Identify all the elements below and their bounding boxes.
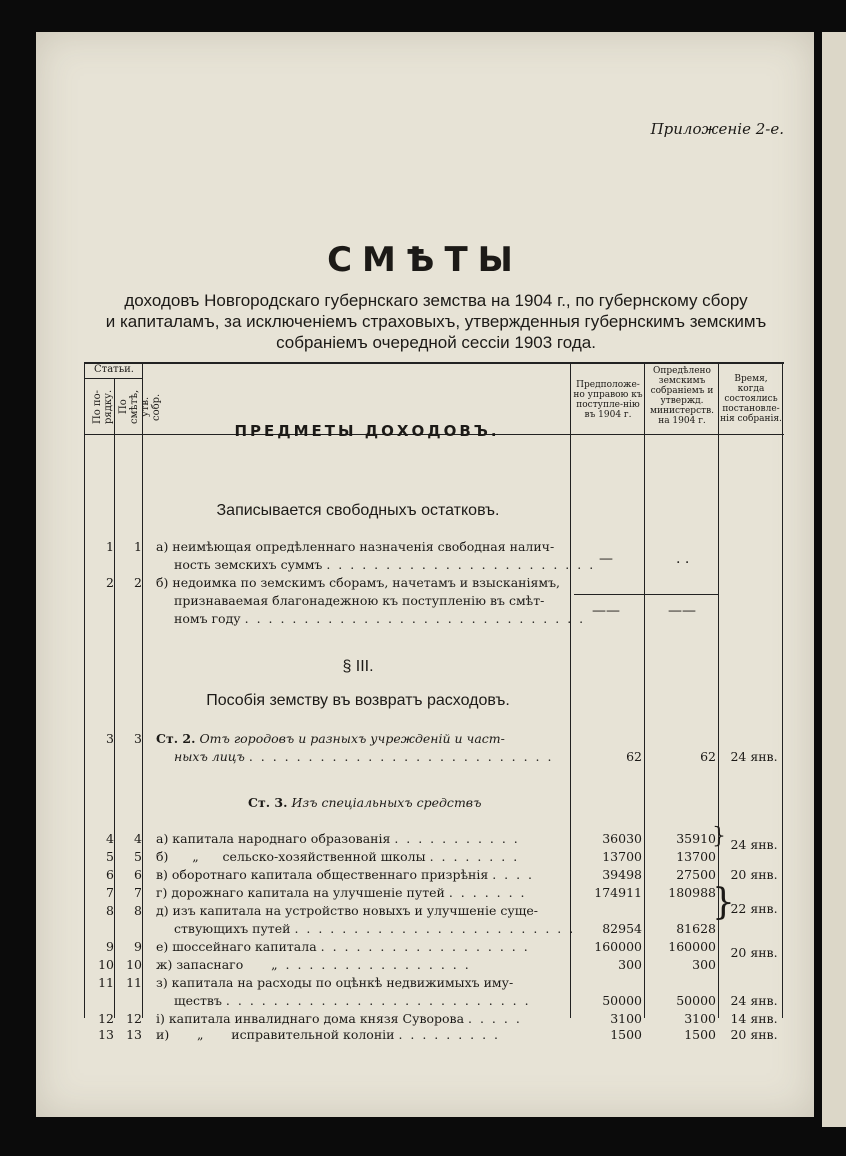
row-text: номъ году . . . . . . . . . . . . . . . . . . . . . . . . . . . . . (174, 611, 586, 626)
empty-dash: —— (668, 603, 696, 619)
empty-dash: —— (592, 603, 620, 619)
header-po-poryadku: По по-рядку. (92, 389, 114, 425)
brace: } (712, 882, 735, 923)
section-heading: Пособія земству въ возвратъ расходовъ. (206, 692, 510, 709)
row-estimate-number: 2 (134, 575, 142, 590)
subtotal-rule (574, 594, 718, 595)
subtitle-line: собраніемъ очередной сессіи 1903 года. (276, 333, 596, 352)
page-title: СМѢТЫ (327, 240, 523, 280)
section-heading: Записывается свободныхъ остатковъ. (216, 502, 500, 519)
table-right-rule (782, 362, 783, 1018)
document-page (36, 32, 814, 1117)
brace: } (712, 824, 726, 849)
page-subtitle (86, 290, 786, 353)
row-estimate-number: 1 (134, 539, 142, 554)
row-text: б) недоимка по земскимъ сборамъ, начетамъ и взысканіямъ, (156, 575, 561, 590)
row-text: а) неимѣющая опредѣленнаго назначенія свободная налич- (156, 539, 555, 554)
header-predmety: ПРЕДМЕТЫ ДОХОДОВЪ. (234, 422, 500, 440)
approved-value: 62 (700, 749, 716, 764)
stati-rule (84, 378, 142, 379)
row-text: признаваемая благонадежною къ поступленію въ смѣт- (174, 593, 545, 608)
decision-date: 24 янв. (730, 749, 778, 764)
empty-dash: — (599, 551, 613, 567)
col-rule (114, 378, 115, 1018)
paragraph-heading: § III. (342, 658, 374, 675)
col-rule (142, 362, 143, 1018)
header-stati: Статьи. (94, 364, 134, 375)
table-top-rule (84, 362, 784, 364)
row-text: Ст. 2. Отъ городовъ и разныхъ учрежденій и част- (156, 731, 505, 746)
subtitle-line: и капиталамъ, за исключеніемъ страховыхъ, утвержденныя губернскимъ земскимъ (105, 312, 767, 331)
row-text: ность земскихъ суммъ . . . . . . . . . . . . . . . . . . . . . . . (174, 557, 596, 572)
row-number: 1 (106, 539, 114, 554)
header-col-date: Время, когда состоялись постановле-нія собранія. (720, 374, 782, 424)
subtitle-line: доходовъ Новгородскаго губернскаго земства на 1904 г., по губернскому сбору (124, 291, 748, 310)
row-number: 3 (106, 731, 114, 746)
adjacent-page-edge (822, 32, 846, 1127)
header-col-approved: Опредѣлено земскимъ собраніемъ и утвержд. министерств. на 1904 г. (649, 366, 715, 426)
empty-dash: . . (676, 551, 690, 567)
row-text: ныхъ лицъ . . . . . . . . . . . . . . . . . . . . . . . . . . (174, 749, 554, 764)
appendix-label: Приложеніе 2-е. (650, 120, 784, 138)
col-rule (644, 362, 645, 1018)
header-col-proposed: Предположе-но управою къ поступле-нію въ 1904 г. (573, 380, 643, 420)
row-estimate-number: 3 (134, 731, 142, 746)
header-po-smete: По смѣтѣ, утв. собр. (118, 389, 162, 425)
proposed-value: 62 (626, 749, 642, 764)
row-number: 2 (106, 575, 114, 590)
revenue-table: Статьи. По по-рядку. По смѣтѣ, утв. собр. ПРЕДМЕТЫ ДОХОДОВЪ. Предположе-но управою къ поступле-нію въ 1904 г. Опредѣлено земскимъ собраніемъ и утвержд. министерств. на 1904 г. Время, когда состоялись постановле-нія собранія. Записывается свободныхъ остатковъ. 1 1 а) неимѣющая опредѣленнаго назначенія свободная налич- ность земскихъ суммъ . . . . . . . . . . . . . . . . . . . . . . . — . . 2 2 б) недоимка по земскимъ сборамъ, начетамъ и взысканіямъ, признаваемая благонадежною къ поступленію въ смѣт- номъ году . . . . . . . . . . . . . . . . . . . . . . . . . . . . . —— —— § III. Пособія земству въ возвратъ расходовъ. 3 3 Ст. 2. Отъ городовъ и разныхъ учрежденій и част- ныхъ лицъ . . . . . . . . . . . . . . . . . . . . . . . . . . 62 62 24 янв. Ст. 3. Изъ спеціальныхъ средствъ 4 4 а) капитала народнаго образованія . . . . . . . . . . . 36030 35910 24 янв. } 5 5 б) „ сельско-хозяйственной школы . . . . . . . . 13700 13700 6 6 в) оборотнаго капитала общественнаго призрѣнія . . . . 39498 27500 20 янв. 7 7 г) дорожнаго капитала на улучшеніе путей . . . . . . . 174911 180988 22 янв. } 8 8 д) изъ капитала на устройство новыхъ и улучшеніе суще- ствующихъ путей . . . . . . . . . . . . . . . . . . . . . . . . 82954 81628 9 9 е) шоссейнаго капитала . . . . . . . . . . . . . . . . . . 160000 160000 20 янв. 10 10 ж) запаснаго „ . . . . . . . . . . . . . . . . 300 300 11 11 з) капитала на расходы по оцѣнкѣ недвижимыхъ иму- ществъ . . . . . . . . . . . . . . . . . . . . . . . . . . 50000 50000 24 янв. 12 12 i) капитала инвалиднаго дома князя Суворова . . . . . 3100 3100 14 янв. 13 13 и) „ исправительной колоніи . . . . . . . . . 1500 1500 20 янв. (84, 362, 784, 1022)
